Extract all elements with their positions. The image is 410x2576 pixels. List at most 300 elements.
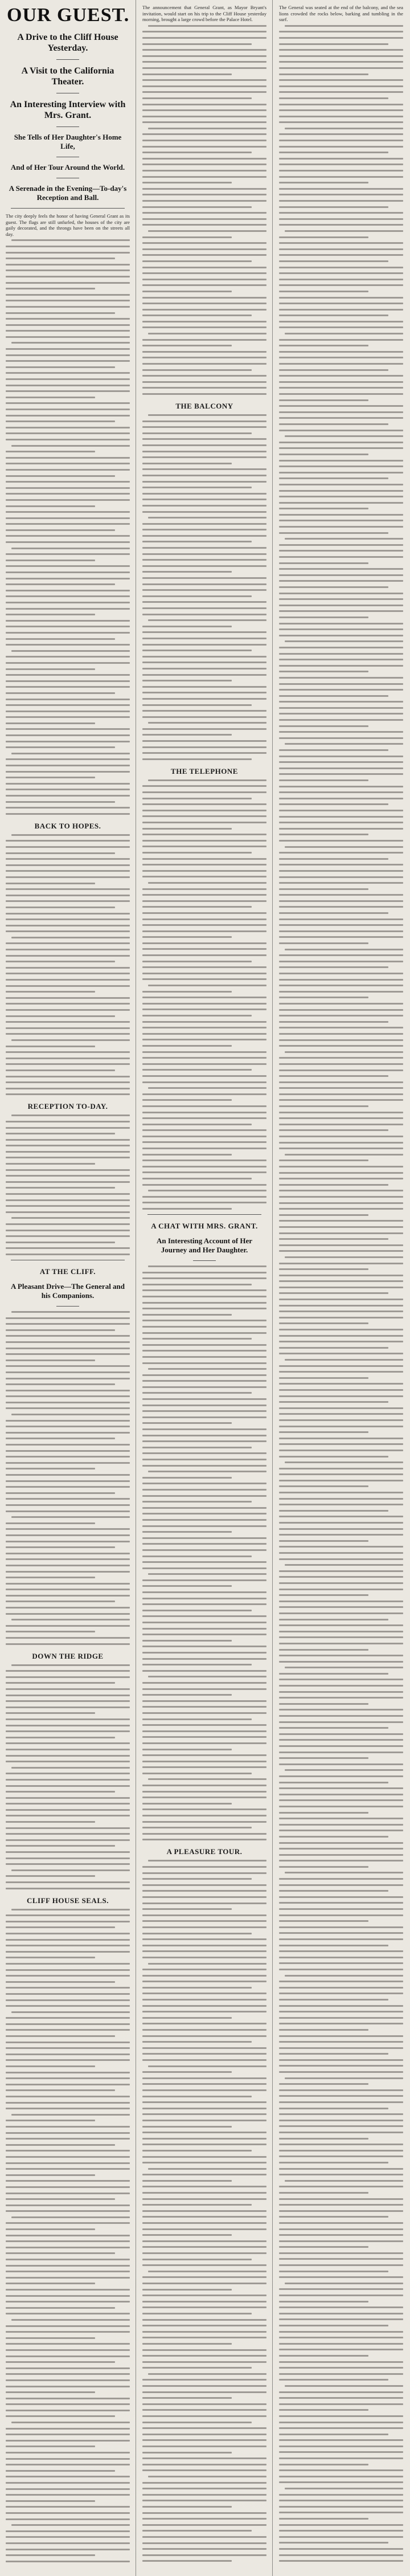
text-line: [6, 354, 130, 356]
text-line: [285, 1872, 403, 1873]
text-line: [279, 1492, 403, 1493]
text-line: [142, 2355, 266, 2357]
text-line: [279, 2301, 368, 2303]
text-line: [148, 2373, 266, 2375]
text-line: [279, 2120, 403, 2121]
text-line: [142, 2150, 252, 2152]
text-line: [142, 31, 266, 32]
text-line: [279, 1220, 403, 1222]
text-line: [142, 961, 252, 962]
text-line: [142, 698, 266, 700]
text-line: [142, 1567, 266, 1569]
text-line: [142, 828, 232, 830]
text-line: [142, 1754, 266, 1756]
text-line: [279, 326, 403, 328]
text-line: [142, 840, 266, 842]
text-line: [6, 553, 130, 555]
text-line: [142, 1284, 252, 1285]
text-line: [279, 2065, 403, 2067]
text-line: [279, 1673, 388, 1675]
text-line: [6, 2301, 130, 2303]
text-line: [142, 888, 266, 890]
text-line: [279, 472, 403, 473]
text-line: [142, 74, 232, 75]
text-line: [6, 1402, 130, 1403]
text-line: [279, 695, 388, 697]
text-line: [279, 1275, 403, 1276]
text-line: [279, 97, 388, 99]
text-line: [279, 351, 403, 353]
text-line: [142, 381, 266, 383]
text-line: [279, 1329, 403, 1330]
text-line: [279, 2150, 403, 2152]
text-line: [279, 586, 388, 588]
text-line: [6, 783, 130, 785]
text-line: [279, 490, 403, 492]
text-line: [142, 1866, 266, 1868]
text-line: [279, 2548, 403, 2550]
text-line: [279, 1890, 388, 1892]
article-body-text: [142, 414, 266, 760]
text-line: [142, 1039, 266, 1040]
text-line: [6, 366, 115, 368]
text-line: [142, 1622, 266, 1623]
text-line: [6, 907, 115, 908]
article-body-text: [6, 1909, 130, 2562]
text-line: [142, 2120, 266, 2121]
text-line: [142, 535, 266, 537]
text-line: [142, 2108, 266, 2109]
text-line: [142, 680, 232, 681]
text-line: [6, 2096, 130, 2097]
text-line: [6, 2059, 130, 2061]
text-line: [6, 2228, 95, 2230]
text-line: [142, 1003, 266, 1005]
text-line: [142, 1749, 232, 1750]
text-line: [6, 955, 130, 957]
text-line: [285, 2283, 403, 2284]
text-line: [6, 2343, 130, 2345]
text-line: [279, 2138, 368, 2140]
text-line: [142, 1981, 266, 1982]
text-line: [142, 1435, 266, 1436]
text-line: [142, 997, 266, 998]
text-line: [6, 1365, 130, 1367]
text-line: [142, 991, 232, 993]
text-line: [148, 1573, 266, 1575]
text-line: [142, 2434, 266, 2435]
text-line: [142, 194, 266, 195]
text-line: [142, 2071, 232, 2073]
text-line: [279, 1987, 403, 1989]
text-line: [148, 882, 266, 884]
text-line: [6, 595, 130, 597]
text-line: [142, 1027, 266, 1028]
text-line: [6, 913, 130, 915]
deck-line-6: A Serenade in the Evening—To-day's Reception and Ball.: [9, 184, 127, 202]
text-line: [6, 704, 130, 706]
text-line: [279, 1238, 388, 1240]
text-line: [6, 961, 115, 962]
text-line: [142, 109, 266, 111]
deck-line-3: An Interesting Interview with Mrs. Grant.: [10, 100, 126, 120]
text-line: [279, 852, 403, 854]
text-line: [142, 2500, 266, 2501]
text-line: [142, 248, 266, 250]
text-line: [6, 421, 115, 422]
text-line: [11, 2422, 130, 2423]
text-line: [279, 2373, 403, 2375]
text-line: [142, 279, 266, 280]
text-line: [142, 55, 266, 57]
text-line: [142, 37, 266, 39]
text-line: [6, 846, 130, 848]
text-line: [279, 701, 403, 703]
masthead: OUR GUEST.: [7, 5, 130, 26]
text-line: [6, 432, 130, 434]
text-line: [142, 1081, 266, 1083]
text-line: [142, 188, 266, 190]
text-line: [6, 2174, 95, 2176]
text-line: [6, 1695, 130, 1696]
text-line: [6, 2349, 130, 2351]
text-line: [6, 1643, 130, 1645]
text-line: [279, 212, 403, 214]
text-line: [142, 1519, 266, 1521]
text-line: [279, 2554, 403, 2556]
text-line: [6, 2434, 130, 2435]
text-line: [279, 1799, 403, 1801]
text-line: [142, 164, 266, 165]
text-line: [279, 2095, 403, 2097]
text-line: [6, 1914, 130, 1916]
text-line: [279, 254, 403, 256]
text-line: [142, 1646, 266, 1647]
text-line: [6, 1063, 130, 1065]
text-line: [142, 2331, 266, 2333]
text-line: [279, 2132, 403, 2133]
text-line: [142, 559, 266, 561]
text-line: [11, 548, 130, 549]
text-line: [142, 1999, 266, 2001]
text-line: [142, 553, 266, 555]
text-line: [142, 1525, 266, 1527]
text-line: [285, 743, 403, 745]
text-line: [142, 2259, 252, 2260]
text-line: [142, 2228, 266, 2230]
section-deck: A Pleasant Drive—The General and his Companions.: [10, 1281, 125, 1300]
text-line: [279, 623, 403, 624]
text-line: [11, 1767, 130, 1769]
text-line: [142, 1021, 266, 1023]
separator: [193, 1260, 216, 1261]
text-line: [279, 447, 403, 449]
text-line: [142, 1196, 266, 1198]
text-line: [285, 1256, 403, 1258]
text-line: [6, 312, 115, 314]
text-line: [6, 2464, 130, 2465]
text-line: [6, 1888, 130, 1889]
text-line: [6, 2361, 115, 2363]
text-line: [142, 1598, 266, 1599]
text-line: [142, 1878, 252, 1880]
text-line: [142, 1926, 266, 1928]
deck-line-2: A Visit to the California Theater.: [21, 66, 114, 87]
text-line: [6, 2120, 95, 2121]
text-line: [142, 267, 266, 268]
text-line: [142, 740, 266, 742]
text-line: [279, 67, 403, 69]
text-line: [279, 2439, 403, 2441]
text-line: [6, 1254, 130, 1255]
text-line: [142, 2252, 266, 2254]
text-line: [6, 1235, 130, 1237]
text-line: [142, 133, 266, 135]
text-line: [6, 565, 130, 567]
text-line: [6, 1773, 130, 1774]
text-line: [279, 1787, 403, 1789]
text-line: [142, 1344, 266, 1346]
text-line: [6, 1951, 130, 1953]
text-line: [142, 2011, 266, 2012]
text-line: [6, 758, 130, 760]
text-line: [142, 1920, 266, 1922]
text-line: [6, 1444, 130, 1446]
text-line: [142, 2192, 266, 2194]
text-line: [279, 2276, 403, 2278]
text-line: [6, 560, 95, 561]
text-line: [6, 888, 130, 890]
text-line: [142, 200, 266, 202]
text-line: [142, 1033, 266, 1035]
text-line: [142, 728, 266, 730]
text-line: [142, 583, 266, 585]
text-line: [279, 1172, 403, 1174]
text-line: [279, 405, 403, 407]
text-line: [142, 284, 266, 286]
text-line: [142, 2089, 266, 2091]
text-line: [142, 321, 266, 322]
section-heading: DOWN THE RIDGE: [32, 1651, 104, 1660]
text-line: [6, 1193, 130, 1195]
text-line: [6, 602, 130, 603]
section-heading: A CHAT WITH MRS. GRANT.: [151, 1222, 258, 1230]
text-line: [279, 1214, 368, 1216]
text-line: [6, 1851, 130, 1853]
section-heading: AT THE CLIFF.: [39, 1267, 96, 1276]
text-line: [6, 1863, 130, 1865]
text-line: [142, 674, 266, 676]
text-line: [142, 1093, 266, 1095]
text-line: [6, 2193, 130, 2194]
text-line: [6, 1607, 130, 1609]
text-line: [279, 393, 403, 395]
text-line: [148, 1190, 266, 1191]
text-line: [6, 1565, 130, 1566]
text-line: [6, 2367, 130, 2369]
text-line: [6, 372, 130, 374]
text-line: [6, 973, 130, 974]
text-line: [6, 949, 130, 950]
text-line: [6, 991, 95, 993]
text-line: [142, 2488, 266, 2489]
text-line: [279, 1498, 403, 1500]
text-line: [279, 761, 403, 763]
text-line: [6, 2084, 130, 2085]
text-line: [279, 2295, 403, 2296]
text-line: [279, 2409, 368, 2411]
text-line: [6, 2428, 130, 2430]
text-line: [142, 803, 266, 805]
text-line: [142, 351, 266, 353]
text-line: [6, 2403, 130, 2405]
text-line: [142, 1610, 252, 1611]
text-line: [279, 116, 403, 117]
text-line: [142, 369, 252, 371]
text-line: [6, 246, 130, 247]
text-line: [279, 91, 403, 93]
text-line: [279, 1129, 388, 1131]
text-line: [279, 1504, 403, 1505]
text-line: [142, 924, 266, 926]
text-line: [6, 457, 130, 459]
text-line: [142, 67, 266, 69]
text-line: [6, 1157, 130, 1158]
text-line: [279, 1558, 403, 1560]
text-line: [142, 2306, 266, 2308]
text-line: [11, 2319, 130, 2321]
text-line: [142, 2415, 266, 2417]
text-line: [142, 1495, 266, 1497]
article-body-text: [6, 834, 130, 1096]
text-line: [6, 1528, 130, 1530]
text-line: [142, 2524, 266, 2526]
text-line: [6, 1069, 115, 1071]
text-line: [6, 2017, 130, 2019]
text-line: [148, 1471, 266, 1472]
text-line: [279, 2035, 403, 2037]
text-line: [142, 942, 266, 944]
text-line: [142, 1730, 266, 1732]
text-line: [6, 1492, 115, 1494]
text-line: [142, 1386, 266, 1388]
text-line: [6, 1081, 130, 1083]
text-line: [279, 2101, 403, 2103]
text-line: [279, 1377, 368, 1379]
text-line: [6, 1383, 115, 1385]
text-line: [6, 2222, 130, 2224]
text-line: [279, 423, 388, 425]
text-line: [11, 2011, 130, 2013]
text-line: [6, 451, 95, 452]
text-line: [279, 2071, 403, 2073]
text-line: [142, 1933, 252, 1934]
text-line: [142, 116, 266, 117]
text-line: [6, 1791, 115, 1793]
article-body-text: [142, 1860, 266, 2562]
text-line: [142, 686, 266, 688]
article-body-text: [142, 1265, 266, 1840]
text-line: [11, 834, 130, 836]
text-line: [142, 254, 266, 256]
text-line: [142, 752, 266, 754]
text-line: [6, 864, 130, 866]
text-line: [142, 426, 266, 428]
text-line: [279, 1752, 403, 1753]
text-line: [142, 1129, 266, 1131]
text-line: [142, 650, 252, 651]
text-line: [279, 1280, 403, 1282]
text-line: [6, 1785, 130, 1787]
separator: [11, 208, 125, 209]
text-line: [6, 1558, 130, 1560]
text-line: [142, 212, 266, 214]
text-line: [285, 333, 403, 334]
text-line: [142, 668, 266, 669]
text-line: [6, 2337, 95, 2339]
deck-line-4: She Tells of Her Daughter's Home Life,: [14, 133, 122, 150]
text-line: [279, 2306, 403, 2308]
text-line: [142, 1833, 266, 1835]
text-line: [279, 2542, 388, 2544]
text-line: [142, 1374, 266, 1376]
text-line: [279, 1999, 388, 2001]
text-line: [6, 493, 130, 495]
text-line: [279, 1468, 403, 1469]
text-line: [279, 309, 403, 311]
text-line: [279, 272, 403, 274]
text-line: [6, 1821, 95, 1823]
text-line: [279, 749, 388, 751]
text-line: [6, 638, 115, 640]
text-line: [6, 2410, 130, 2411]
text-line: [148, 1778, 266, 1780]
column-3: [277, 0, 405, 2576]
text-line: [142, 973, 266, 974]
text-line: [279, 109, 403, 111]
text-line: [6, 674, 130, 676]
text-line: [142, 2518, 266, 2520]
text-line: [279, 605, 403, 606]
text-line: [279, 1081, 403, 1083]
text-line: [279, 1582, 403, 1584]
text-line: [142, 91, 266, 93]
text-line: [279, 1842, 403, 1844]
text-line: [142, 499, 266, 500]
text-line: [6, 415, 130, 417]
text-line: [6, 2506, 130, 2508]
text-line: [142, 2506, 232, 2508]
text-line: [6, 2047, 130, 2049]
text-line: [279, 2059, 403, 2061]
text-line: [142, 315, 252, 316]
text-line: [279, 2325, 388, 2326]
text-line: [279, 176, 403, 178]
text-line: [279, 1413, 403, 1415]
text-line: [6, 741, 130, 742]
text-line: [142, 505, 266, 507]
text-line: [6, 2325, 130, 2327]
text-line: [6, 2065, 95, 2067]
section-deck: An Interesting Account of Her Journey and Her Daughter.: [156, 1236, 253, 1254]
text-line: [6, 2283, 95, 2284]
text-line: [142, 1208, 232, 1210]
text-line: [279, 2349, 403, 2350]
text-line: [142, 2162, 266, 2163]
text-line: [279, 2174, 403, 2175]
text-line: [142, 1537, 266, 1539]
text-line: [6, 2530, 130, 2532]
